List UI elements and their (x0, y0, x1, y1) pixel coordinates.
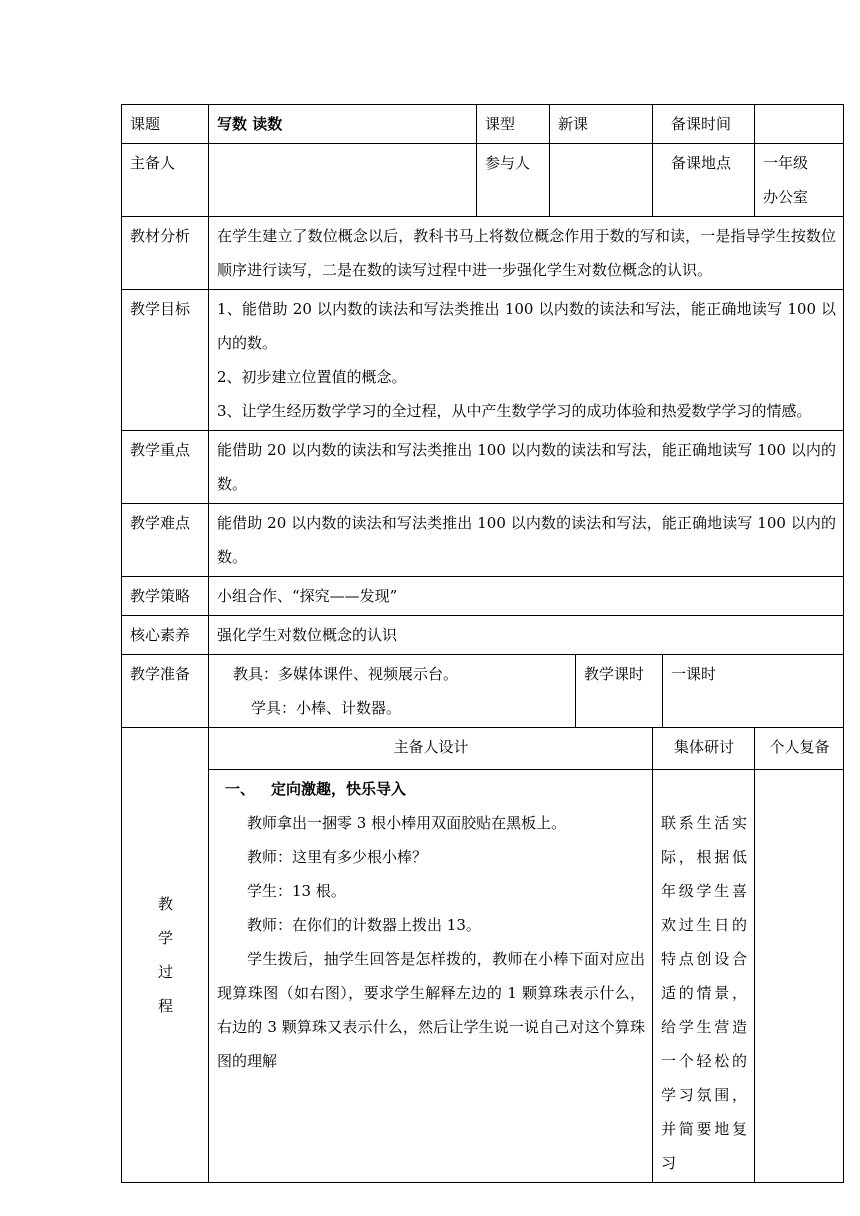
process-paragraph-5: 学生拨后，抽学生回答是怎样拨的，教师在小棒下面对应出现算珠图（如右图），要求学生解释左边的 1 颗算珠表示什么，右边的 3 颗算珠又表示什么，然后让学生说一说自己对这个算珠图的理解 (217, 950, 646, 1070)
literacy-label: 核心素养 (122, 616, 209, 655)
row-preparation (122, 655, 844, 728)
row-literacy (122, 616, 844, 655)
topic-label: 课题 (122, 105, 209, 144)
process-char-2: 学 (157, 929, 173, 947)
strategy-text: 小组合作、“探究——发现” (209, 577, 844, 616)
host-value (209, 144, 477, 217)
difficulties-paragraph: 能借助 20 以内数的读法和写法类推出 100 以内数的读法和写法，能正确地读写 100 以内的数。 (217, 514, 837, 566)
process-paragraph-3: 学生：13 根。 (247, 882, 346, 900)
process-label (122, 728, 209, 1183)
host-design-content (209, 770, 653, 1183)
row-goals (122, 290, 844, 431)
process-char-4: 程 (157, 997, 173, 1015)
difficulties-label: 教学难点 (122, 504, 209, 577)
row-host (122, 144, 844, 217)
goals-label: 教学目标 (122, 290, 209, 431)
process-char-3: 过 (157, 963, 173, 981)
host-label: 主备人 (122, 144, 209, 217)
type-value: 新课 (550, 105, 653, 144)
preparation-items (209, 655, 576, 728)
group-note: 联系生活实际，根据低年级学生喜欢过生日的特点创设合适的情景，给学生营造一个轻松的学习氛围，并简要地复习 (661, 814, 748, 1172)
goal-item-2: 2、初步建立位置值的概念。 (217, 368, 407, 386)
location-label: 备课地点 (653, 144, 755, 217)
type-label: 课型 (477, 105, 550, 144)
process-char-1: 教 (157, 895, 173, 913)
section-heading (217, 772, 645, 806)
preparation-label: 教学准备 (122, 655, 209, 728)
process-paragraph-1: 教师拿出一捆零 3 根小棒用双面胶贴在黑板上。 (247, 814, 567, 832)
group-discussion-content (653, 770, 755, 1183)
location-value (755, 144, 844, 217)
participants-label: 参与人 (477, 144, 550, 217)
topic-value: 写数 读数 (209, 105, 477, 144)
row-topic (122, 105, 844, 144)
section-title: 定向激趣，快乐导入 (271, 780, 407, 798)
row-strategy (122, 577, 844, 616)
preparation-learning-aids: 学具：小棒、计数器。 (251, 699, 402, 717)
goals-list (209, 290, 844, 431)
hours-value: 一课时 (663, 655, 844, 728)
prep-time-value (755, 105, 844, 144)
key-points-paragraph: 能借助 20 以内数的读法和写法类推出 100 以内数的读法和写法，能正确地读写 100 以内的数。 (217, 441, 837, 493)
location-line1: 一年级 (763, 154, 809, 172)
row-analysis (122, 217, 844, 290)
col-host-design: 主备人设计 (209, 728, 653, 770)
analysis-text (209, 217, 844, 290)
prep-time-label: 备课时间 (653, 105, 755, 144)
difficulties-text (209, 504, 844, 577)
col-group-discussion: 集体研讨 (653, 728, 755, 770)
preparation-teaching-aids: 教具：多媒体课件、视频展示台。 (233, 665, 459, 683)
row-key-points (122, 431, 844, 504)
analysis-paragraph: 在学生建立了数位概念以后，教科书马上将数位概念作用于数的写和读，一是指导学生按数位顺序进行读写，二是在数的读写过程中进一步强化学生对数位概念的认识。 (217, 227, 837, 279)
hours-label: 教学课时 (576, 655, 663, 728)
lesson-plan-table (121, 104, 844, 1183)
col-personal-review: 个人复备 (755, 728, 844, 770)
row-process-header (122, 728, 844, 770)
row-difficulties (122, 504, 844, 577)
goal-item-3: 3、让学生经历数学学习的全过程，从中产生数学学习的成功体验和热爱数学学习的情感。 (217, 402, 812, 420)
literacy-text: 强化学生对数位概念的认识 (209, 616, 844, 655)
key-points-text (209, 431, 844, 504)
process-paragraph-2: 教师：这里有多少根小棒？ (247, 848, 428, 866)
goal-item-1: 1、能借助 20 以内数的读法和写法类推出 100 以内数的读法和写法，能正确地读写 100 以内的数。 (217, 300, 837, 352)
section-number: 一、 (225, 780, 256, 798)
strategy-label: 教学策略 (122, 577, 209, 616)
participants-value (550, 144, 653, 217)
location-line2: 办公室 (763, 188, 809, 206)
key-points-label: 教学重点 (122, 431, 209, 504)
personal-review-content (755, 770, 844, 1183)
analysis-label: 教材分析 (122, 217, 209, 290)
row-process-body (122, 770, 844, 1183)
process-paragraph-4: 教师：在你们的计数器上拨出 13。 (247, 916, 481, 934)
